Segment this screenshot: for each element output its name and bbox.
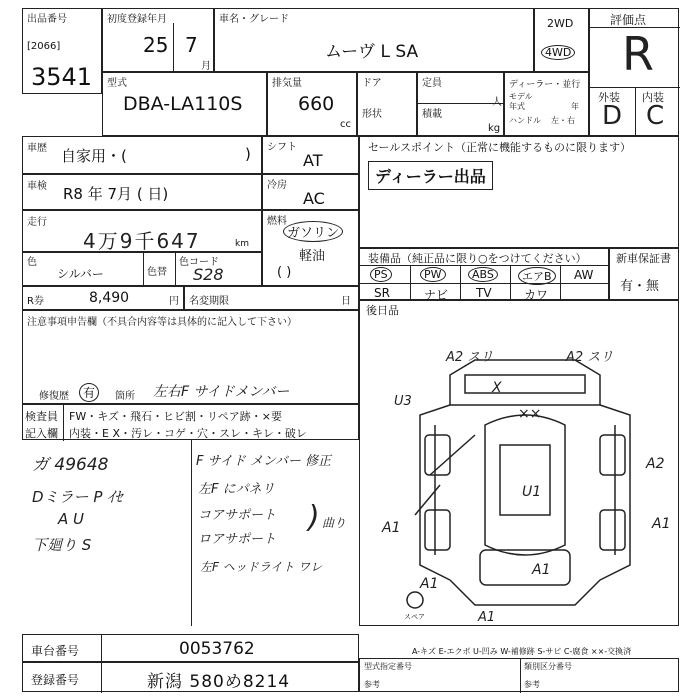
repair-value: 有 xyxy=(79,383,99,402)
sales-point-box xyxy=(359,136,679,248)
diagram-mark: A1 xyxy=(382,520,401,536)
fuel-box xyxy=(262,210,359,286)
color-label: 色 xyxy=(27,257,37,268)
handnote-mid: F サイド メンバー 修正 xyxy=(196,454,332,469)
mileage-unit: km xyxy=(235,239,249,249)
handnote-left: 下廻り S xyxy=(32,536,92,554)
diagram-mark: X xyxy=(492,380,502,396)
drive-4wd: 4WD xyxy=(541,45,575,60)
sales-point-value: ディーラー出品 xyxy=(368,161,493,190)
equip-pw: PW xyxy=(420,267,446,282)
title-expiry-label: 名変期限 xyxy=(189,296,229,307)
warranty-box xyxy=(609,248,679,300)
handnotes-mid xyxy=(192,440,359,626)
repair-label: 修復歴 xyxy=(39,391,69,402)
fuel-label: 燃料 xyxy=(267,216,287,227)
model-code-label: 型式 xyxy=(107,78,127,89)
handnote-mid: 左F にパネリ xyxy=(198,482,275,497)
footer-b: 類別区分番号 xyxy=(524,662,572,671)
equipment-label: 装備品（純正品に限り○をつけてください） xyxy=(368,252,587,265)
inspector-label2: 記入欄 xyxy=(25,427,58,440)
aircon-label: 冷房 xyxy=(267,180,287,191)
dealer-line4b: 左・右 xyxy=(551,116,575,125)
equip-abs: ABS xyxy=(468,267,498,282)
shape-label: 形状 xyxy=(362,109,382,120)
equipment-box xyxy=(359,248,609,300)
fuel-paren: ( ) xyxy=(277,265,292,280)
diagram-mark: A1 xyxy=(420,576,439,592)
recycle-label: R券 xyxy=(27,296,44,307)
history-label: 車歴 xyxy=(27,143,47,154)
inspection-box xyxy=(22,174,262,210)
diagram-mark: U3 xyxy=(394,394,412,409)
handnote-mid: 左F ヘッドライト ワレ xyxy=(200,560,323,574)
model-code-value: DBA-LA110S xyxy=(123,93,243,115)
equip-tv: TV xyxy=(476,286,492,300)
dealer-line1: ディーラー・並行 xyxy=(509,80,581,90)
warranty-label: 新車保証書 xyxy=(616,252,671,265)
first-reg-month: 7 xyxy=(185,33,198,57)
exterior-label: 外装 xyxy=(598,91,620,104)
capacity-unit: 人 xyxy=(492,97,502,108)
diagram-mark: U1 xyxy=(522,484,542,500)
door-label: ドア xyxy=(362,78,382,89)
footer-d: 参考 xyxy=(524,680,540,689)
inspector-row2: 内装・E X・汚レ・コゲ・穴・スレ・キレ・破レ xyxy=(69,427,307,440)
chassis-label: 車台番号 xyxy=(31,644,80,658)
chassis-value: 0053762 xyxy=(179,639,255,659)
mileage-label: 走行 xyxy=(27,217,47,228)
recycle-value: 8,490 xyxy=(89,290,130,306)
footer-c: 参考 xyxy=(364,680,380,689)
capacity-load-box xyxy=(417,72,504,136)
handnotes-left xyxy=(22,440,192,626)
recycle-unit: 円 xyxy=(169,296,179,307)
drive-box xyxy=(534,8,589,72)
diagram-mark: A1 xyxy=(652,516,671,532)
handnote-mid-extra: 曲り xyxy=(322,516,347,530)
displacement-label: 排気量 xyxy=(272,78,302,89)
interior-grade: C xyxy=(646,101,665,131)
load-label: 積載 xyxy=(422,109,442,120)
first-reg-label: 初度登録年月 xyxy=(107,14,167,25)
displacement-value: 660 xyxy=(298,93,335,115)
lot-sub: [2066] xyxy=(27,41,61,52)
handnote-mid: ロアサポート xyxy=(198,532,277,547)
dealer-line3: 年式 xyxy=(509,102,525,111)
inspection-label: 車検 xyxy=(27,181,47,192)
shift-label: シフト xyxy=(267,142,297,153)
diagram-mark: A2 スリ xyxy=(566,350,614,365)
lot-number: 3541 xyxy=(31,63,93,91)
lot-label: 出品番号 xyxy=(27,14,67,25)
score-box xyxy=(589,8,679,136)
brace: ) xyxy=(308,500,320,535)
location-value: 左右F サイドメンバー xyxy=(153,384,290,400)
notes-box xyxy=(22,310,359,404)
door-shape-box xyxy=(357,72,417,136)
first-reg-month-unit: 月 xyxy=(201,61,211,72)
fuel-diesel: 軽油 xyxy=(299,249,326,264)
history-close: ) xyxy=(245,145,251,163)
color-box xyxy=(22,252,262,286)
equip-leather: カワ xyxy=(524,288,549,302)
color-swap-label: 色替 xyxy=(147,267,167,278)
diagram-mark: A1 xyxy=(478,610,496,625)
warranty-value: 有・無 xyxy=(620,279,660,294)
diagram-mark: A1 xyxy=(532,562,551,578)
sales-point-label: セールスポイント（正常に機能するものに限ります） xyxy=(368,141,632,154)
notes-label: 注意事項申告欄（不具合内容等は具体的に記入して下さい） xyxy=(27,317,297,328)
equip-aw: AW xyxy=(574,268,594,282)
first-reg-box xyxy=(102,8,214,72)
model-name-label: 車名・グレード xyxy=(219,14,289,25)
displacement-unit: cc xyxy=(340,119,351,130)
chassis-box xyxy=(22,634,359,662)
mileage-value: 4万9千647 xyxy=(83,229,201,253)
diagram-mark: A2 スリ xyxy=(446,350,494,365)
plate-value: 新潟 580め8214 xyxy=(147,672,291,692)
color-code: S28 xyxy=(193,265,224,284)
drive-2wd: 2WD xyxy=(547,17,574,30)
model-code-box xyxy=(102,72,267,136)
color-value: シルバー xyxy=(57,267,104,281)
diagram-mark: A2 xyxy=(646,456,665,472)
recycle-box xyxy=(22,286,184,310)
dealer-line4: ハンドル xyxy=(509,116,541,125)
plate-box xyxy=(22,662,359,692)
shift-box xyxy=(262,136,359,174)
equip-navi: ナビ xyxy=(424,288,449,302)
score-value: R xyxy=(622,27,654,81)
inspection-value: R8 年 7月 ( 日) xyxy=(63,185,169,203)
footer-a: 型式指定番号 xyxy=(364,662,412,671)
aircon-value: AC xyxy=(303,189,325,208)
inspector-label1: 検査員 xyxy=(25,410,58,423)
equip-sr: SR xyxy=(374,286,390,300)
inspector-box xyxy=(22,404,359,440)
back-seat-label: 後日品 xyxy=(366,304,399,317)
score-label: 評価点 xyxy=(610,13,647,27)
color-code-label: 色コード xyxy=(179,257,219,268)
lot-box xyxy=(22,8,102,94)
handnote-left: Dミラー P ｲｾ xyxy=(32,488,123,506)
handnote-left: ガ 49648 xyxy=(32,455,109,475)
title-expiry-value: 日 xyxy=(341,296,351,307)
diagram-mark: ×× xyxy=(518,406,542,422)
displacement-box xyxy=(267,72,357,136)
model-name-box xyxy=(214,8,534,72)
model-name-value: ムーヴ L SA xyxy=(325,42,419,62)
fuel-gasoline: ガソリン xyxy=(283,221,343,242)
equip-ps: PS xyxy=(370,267,392,282)
equip-airbag: エアB xyxy=(518,267,556,285)
plate-label: 登録番号 xyxy=(31,673,80,687)
handnote-mid: コアサポート xyxy=(198,508,277,523)
history-box xyxy=(22,136,262,174)
title-expiry-box xyxy=(184,286,359,310)
handnote-left: A U xyxy=(58,510,85,528)
mileage-box xyxy=(22,210,262,252)
history-value: 自家用・( xyxy=(61,147,127,165)
capacity-label: 定員 xyxy=(422,78,442,89)
interior-label: 内装 xyxy=(642,91,664,104)
load-unit: kg xyxy=(488,123,501,134)
first-reg-year: 25 xyxy=(143,33,169,57)
dealer-line3b: 年 xyxy=(571,102,579,111)
footer-box xyxy=(359,658,679,692)
exterior-grade: D xyxy=(602,101,623,131)
dealer-box xyxy=(504,72,589,136)
legend: A-キズ E-エクボ U-凹み W-補修跡 S-サビ C-腐食 ××-交換済 xyxy=(412,647,632,656)
spare-label: スペア xyxy=(404,613,425,621)
shift-value: AT xyxy=(303,151,323,170)
location-label: 箇所 xyxy=(115,391,135,402)
dealer-line2: モデル xyxy=(509,92,533,101)
aircon-box xyxy=(262,174,359,210)
inspector-row1: FW・キズ・飛石・ヒビ割・リペア跡・×要 xyxy=(69,410,282,423)
